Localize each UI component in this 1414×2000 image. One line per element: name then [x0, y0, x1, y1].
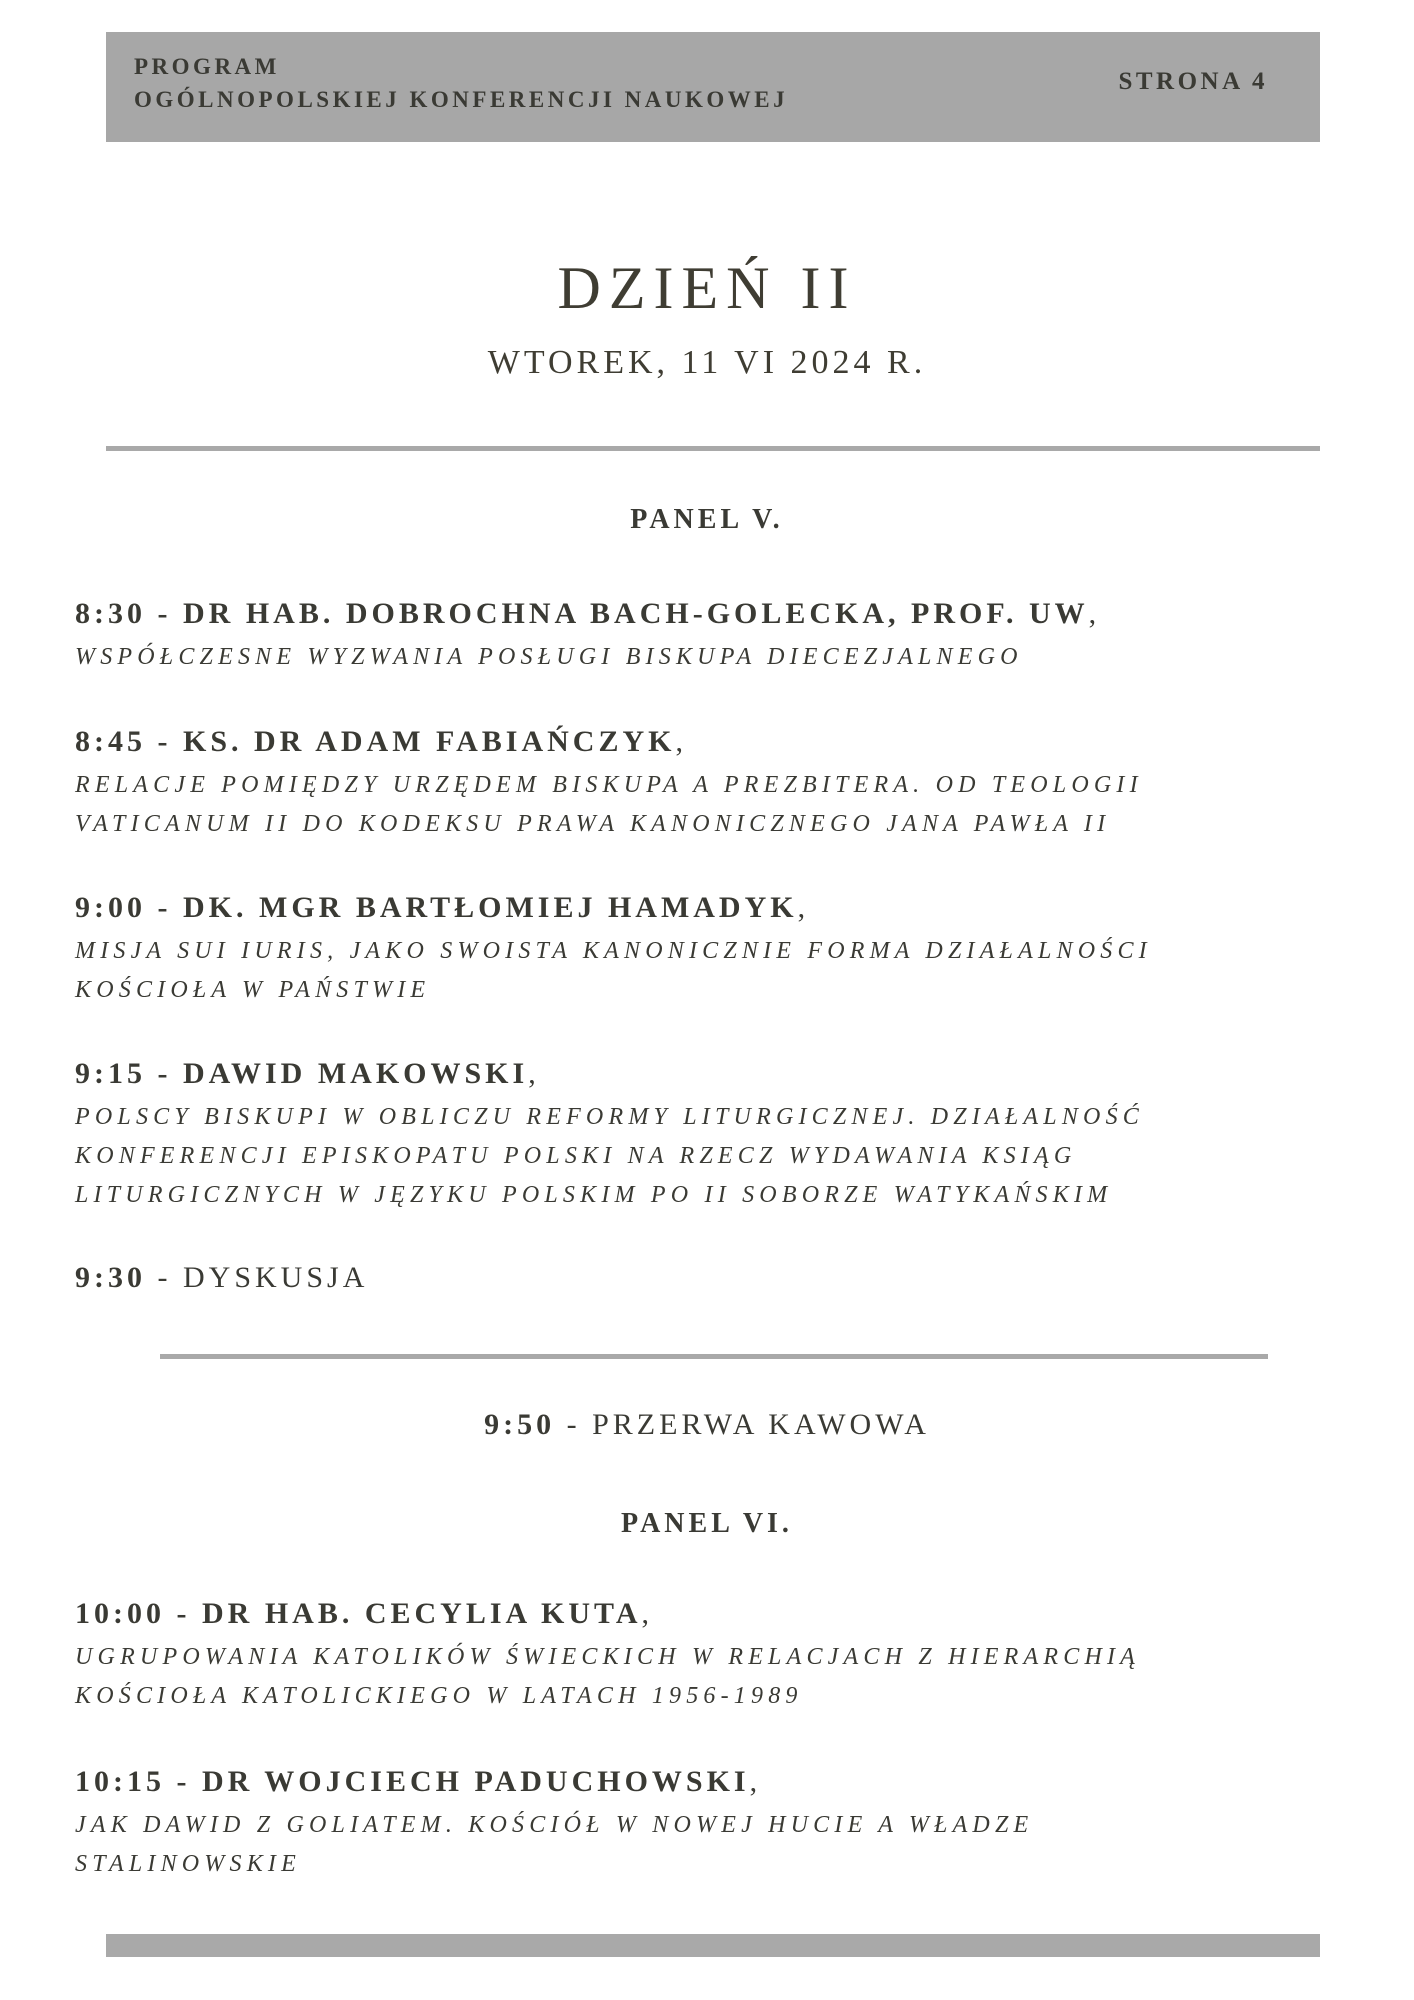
entry-topic: [75, 1638, 1335, 1716]
entry-time: 9:30: [75, 1261, 146, 1294]
entry-separator: -: [146, 725, 183, 758]
entry-separator: -: [146, 597, 183, 630]
entry-topic: [75, 1098, 1335, 1215]
entry-speaker: DR WOJCIECH PADUCHOWSKI: [202, 1765, 750, 1798]
entry-separator: -: [165, 1765, 202, 1798]
entry-time: 9:00: [75, 891, 146, 924]
topic-line: KOŚCIOŁA W PAŃSTWIE: [75, 977, 431, 1003]
break-label: - PRZERWA KAWOWA: [555, 1408, 930, 1441]
topic-line: JAK DAWID Z GOLIATEM. KOŚCIÓŁ W NOWEJ HUCIE A WŁADZE: [75, 1812, 1034, 1838]
header-line-1: PROGRAM: [134, 54, 280, 79]
break-time: 9:50: [484, 1408, 556, 1441]
entry-speaker: DR HAB. CECYLIA KUTA: [202, 1597, 642, 1630]
entry-topic: [75, 1806, 1335, 1884]
entry-speaker: DR HAB. DOBROCHNA BACH-GOLECKA, PROF. UW: [183, 597, 1089, 630]
entry-time: 9:15: [75, 1057, 146, 1090]
divider-top: [106, 446, 1320, 451]
header-bar: [106, 32, 1320, 142]
entry-time: 10:15: [75, 1765, 165, 1798]
day-title: DZIEŃ II: [557, 255, 857, 321]
entry-time: 8:45: [75, 725, 146, 758]
panel-5-title: PANEL V.: [630, 504, 784, 535]
entry-separator: -: [146, 891, 183, 924]
program-entry: [75, 1594, 1335, 1716]
entry-comma: ,: [528, 1057, 540, 1090]
entry-heading: [75, 594, 1335, 634]
entry-time: 8:30: [75, 597, 146, 630]
entry-comma: ,: [797, 891, 810, 924]
entry-separator: -: [165, 1597, 202, 1630]
program-entry: [75, 594, 1335, 677]
coffee-break: [0, 1408, 1414, 1442]
entry-heading: [75, 1054, 1335, 1094]
topic-line: WSPÓŁCZESNE WYZWANIA POSŁUGI BISKUPA DIECEZJALNEGO: [75, 644, 1023, 670]
topic-line: UGRUPOWANIA KATOLIKÓW ŚWIECKICH W RELACJACH Z HIERARCHIĄ: [75, 1644, 1141, 1670]
page-number: STRONA 4: [1118, 68, 1268, 95]
entry-heading: [75, 1258, 1335, 1298]
header-program-title: [134, 50, 788, 116]
topic-line: RELACJE POMIĘDZY URZĘDEM BISKUPA A PREZBITERA. OD TEOLOGII: [75, 772, 1143, 798]
footer-bar: [106, 1934, 1320, 1957]
entry-speaker: KS. DR ADAM FABIAŃCZYK: [183, 725, 676, 758]
program-entry: [75, 1762, 1335, 1884]
header-line-2: OGÓLNOPOLSKIEJ KONFERENCJI NAUKOWEJ: [134, 87, 789, 112]
topic-line: LITURGICZNYCH W JĘZYKU POLSKIM PO II SOBORZE WATYKAŃSKIM: [75, 1182, 1113, 1208]
topic-line: KONFERENCJI EPISKOPATU POLSKI NA RZECZ WYDAWANIA KSIĄG: [75, 1143, 1077, 1169]
topic-line: KOŚCIOŁA KATOLICKIEGO W LATACH 1956-1989: [75, 1683, 803, 1709]
topic-line: POLSCY BISKUPI W OBLICZU REFORMY LITURGICZNEJ. DZIAŁALNOŚĆ: [75, 1104, 1144, 1130]
program-entry: [75, 722, 1335, 844]
topic-line: MISJA SUI IURIS, JAKO SWOISTA KANONICZNIE FORMA DZIAŁALNOŚCI: [75, 938, 1152, 964]
panel-6-title: PANEL VI.: [621, 1508, 793, 1539]
entry-comma: ,: [675, 725, 687, 758]
entry-time: 10:00: [75, 1597, 165, 1630]
day-date: WTOREK, 11 VI 2024 R.: [487, 344, 927, 381]
entry-speaker: DAWID MAKOWSKI: [183, 1057, 529, 1090]
entry-separator: -: [146, 1057, 183, 1090]
program-entry: [75, 888, 1335, 1010]
entry-comma: ,: [1088, 597, 1101, 630]
discussion-label: - DYSKUSJA: [146, 1261, 369, 1294]
entry-heading: [75, 722, 1335, 762]
entry-heading: [75, 888, 1335, 928]
entry-comma: ,: [749, 1765, 762, 1798]
entry-comma: ,: [641, 1597, 653, 1630]
discussion-entry: [75, 1258, 1335, 1298]
program-entry: [75, 1054, 1335, 1215]
entry-speaker: DK. MGR BARTŁOMIEJ HAMADYK: [183, 891, 798, 924]
entry-heading: [75, 1762, 1335, 1802]
entry-topic: [75, 638, 1335, 677]
entry-topic: [75, 766, 1335, 844]
topic-line: STALINOWSKIE: [75, 1851, 301, 1877]
entry-topic: [75, 932, 1335, 1010]
topic-line: VATICANUM II DO KODEKSU PRAWA KANONICZNEGO JANA PAWŁA II: [75, 811, 1111, 837]
divider-middle: [160, 1354, 1268, 1359]
entry-heading: [75, 1594, 1335, 1634]
